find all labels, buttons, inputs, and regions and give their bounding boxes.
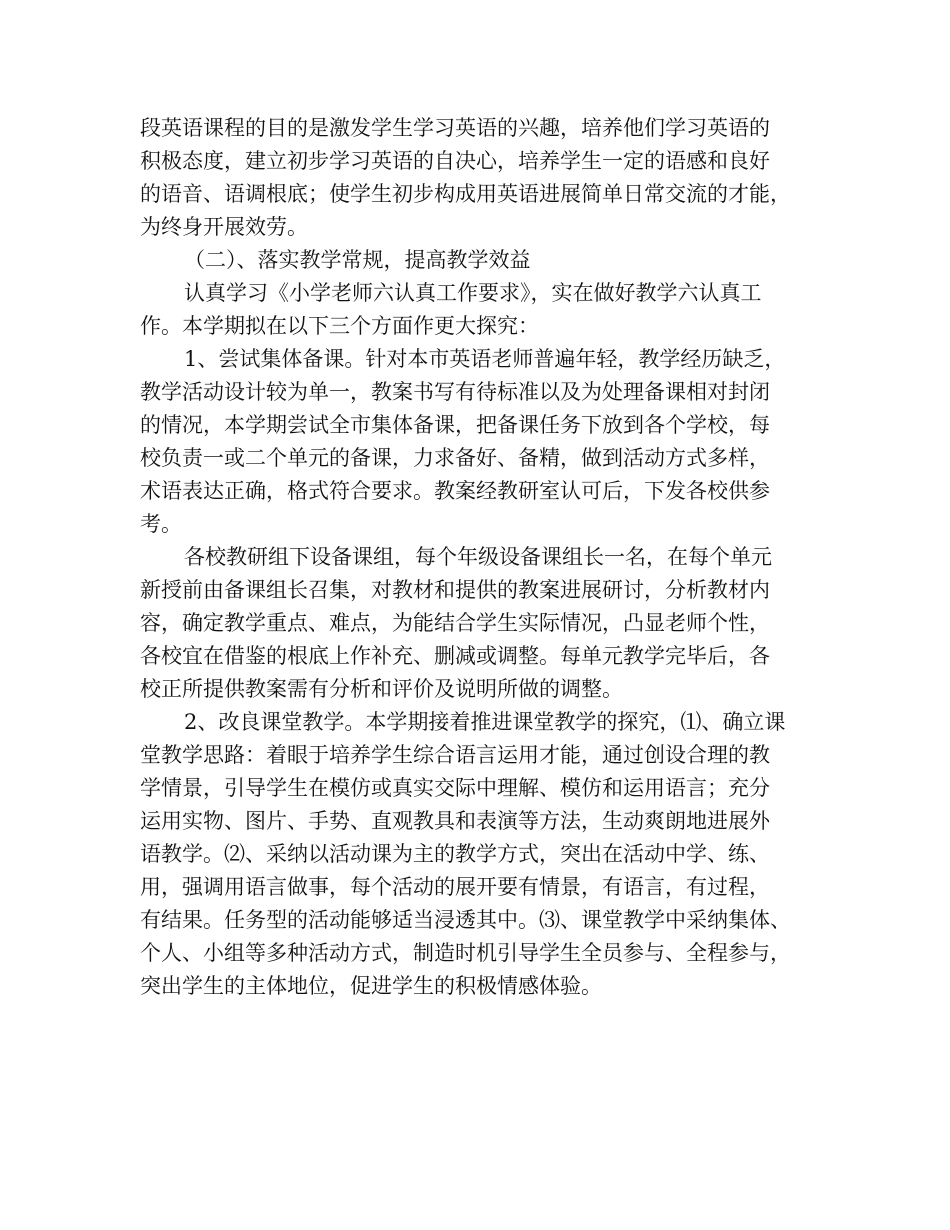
text-line: 校正所提供教案需有分析和评价及说明所做的调整。 — [140, 677, 623, 701]
text-line: 2、改良课堂教学。本学期接着推进课堂教学的探究，⑴、确立课 — [184, 710, 786, 734]
text-line: 1、尝试集体备课。针对本市英语老师普遍年轻，教学经历缺乏， — [184, 347, 786, 371]
text-line: 各校教研组下设备课组，每个年级设备课组长一名，在每个单元 — [184, 545, 772, 569]
text-line: 校负责一或二个单元的备课，力求备好、备精，做到活动方式多样， — [140, 446, 770, 470]
section-heading: （二）、落实教学常规，提高教学效益 — [184, 248, 531, 272]
text-line: 认真学习《小学老师六认真工作要求》，实在做好教学六认真工 — [184, 281, 762, 305]
text-line: 个人、小组等多种活动方式，制造时机引导学生全员参与、全程参与， — [140, 941, 791, 965]
text-line: 考。 — [140, 512, 182, 536]
text-line: 堂教学思路：着眼于培养学生综合语言运用才能，通过创设合理的教 — [140, 743, 770, 767]
text-line: 容，确定教学重点、难点，为能结合学生实际情况，凸显老师个性， — [140, 611, 770, 635]
document-body — [140, 112, 820, 1003]
text-line: 突出学生的主体地位，促进学生的积极情感体验。 — [140, 974, 602, 998]
text-line: 术语表达正确，格式符合要求。教案经教研室认可后，下发各校供参 — [140, 479, 770, 503]
text-line: 的情况，本学期尝试全市集体备课，把备课任务下放到各个学校，每 — [140, 413, 770, 437]
text-line: 有结果。任务型的活动能够适当浸透其中。⑶、课堂教学中采纳集体、 — [140, 908, 791, 932]
text-line: 的语音、语调根底；使学生初步构成用英语进展简单日常交流的才能， — [140, 182, 791, 206]
text-line: 作。本学期拟在以下三个方面作更大探究： — [140, 314, 539, 338]
text-line: 教学活动设计较为单一，教案书写有待标准以及为处理备课相对封闭 — [140, 380, 770, 404]
text-line: 为终身开展效劳。 — [140, 215, 308, 239]
text-line: 积极态度，建立初步学习英语的自决心，培养学生一定的语感和良好 — [140, 149, 770, 173]
text-line: 各校宜在借鉴的根底上作补充、删减或调整。每单元教学完毕后，各 — [140, 644, 770, 668]
text-line: 用，强调用语言做事，每个活动的展开要有情景，有语言，有过程， — [140, 875, 770, 899]
text-line: 运用实物、图片、手势、直观教具和表演等方法，生动爽朗地进展外 — [140, 809, 770, 833]
text-line: 段英语课程的目的是激发学生学习英语的兴趣，培养他们学习英语的 — [140, 116, 770, 140]
text-line: 语教学。⑵、采纳以活动课为主的教学方式，突出在活动中学、练、 — [140, 842, 770, 866]
text-line: 学情景，引导学生在模仿或真实交际中理解、模仿和运用语言；充分 — [140, 776, 770, 800]
text-line: 新授前由备课组长召集，对教材和提供的教案进展研讨，分析教材内 — [140, 578, 770, 602]
